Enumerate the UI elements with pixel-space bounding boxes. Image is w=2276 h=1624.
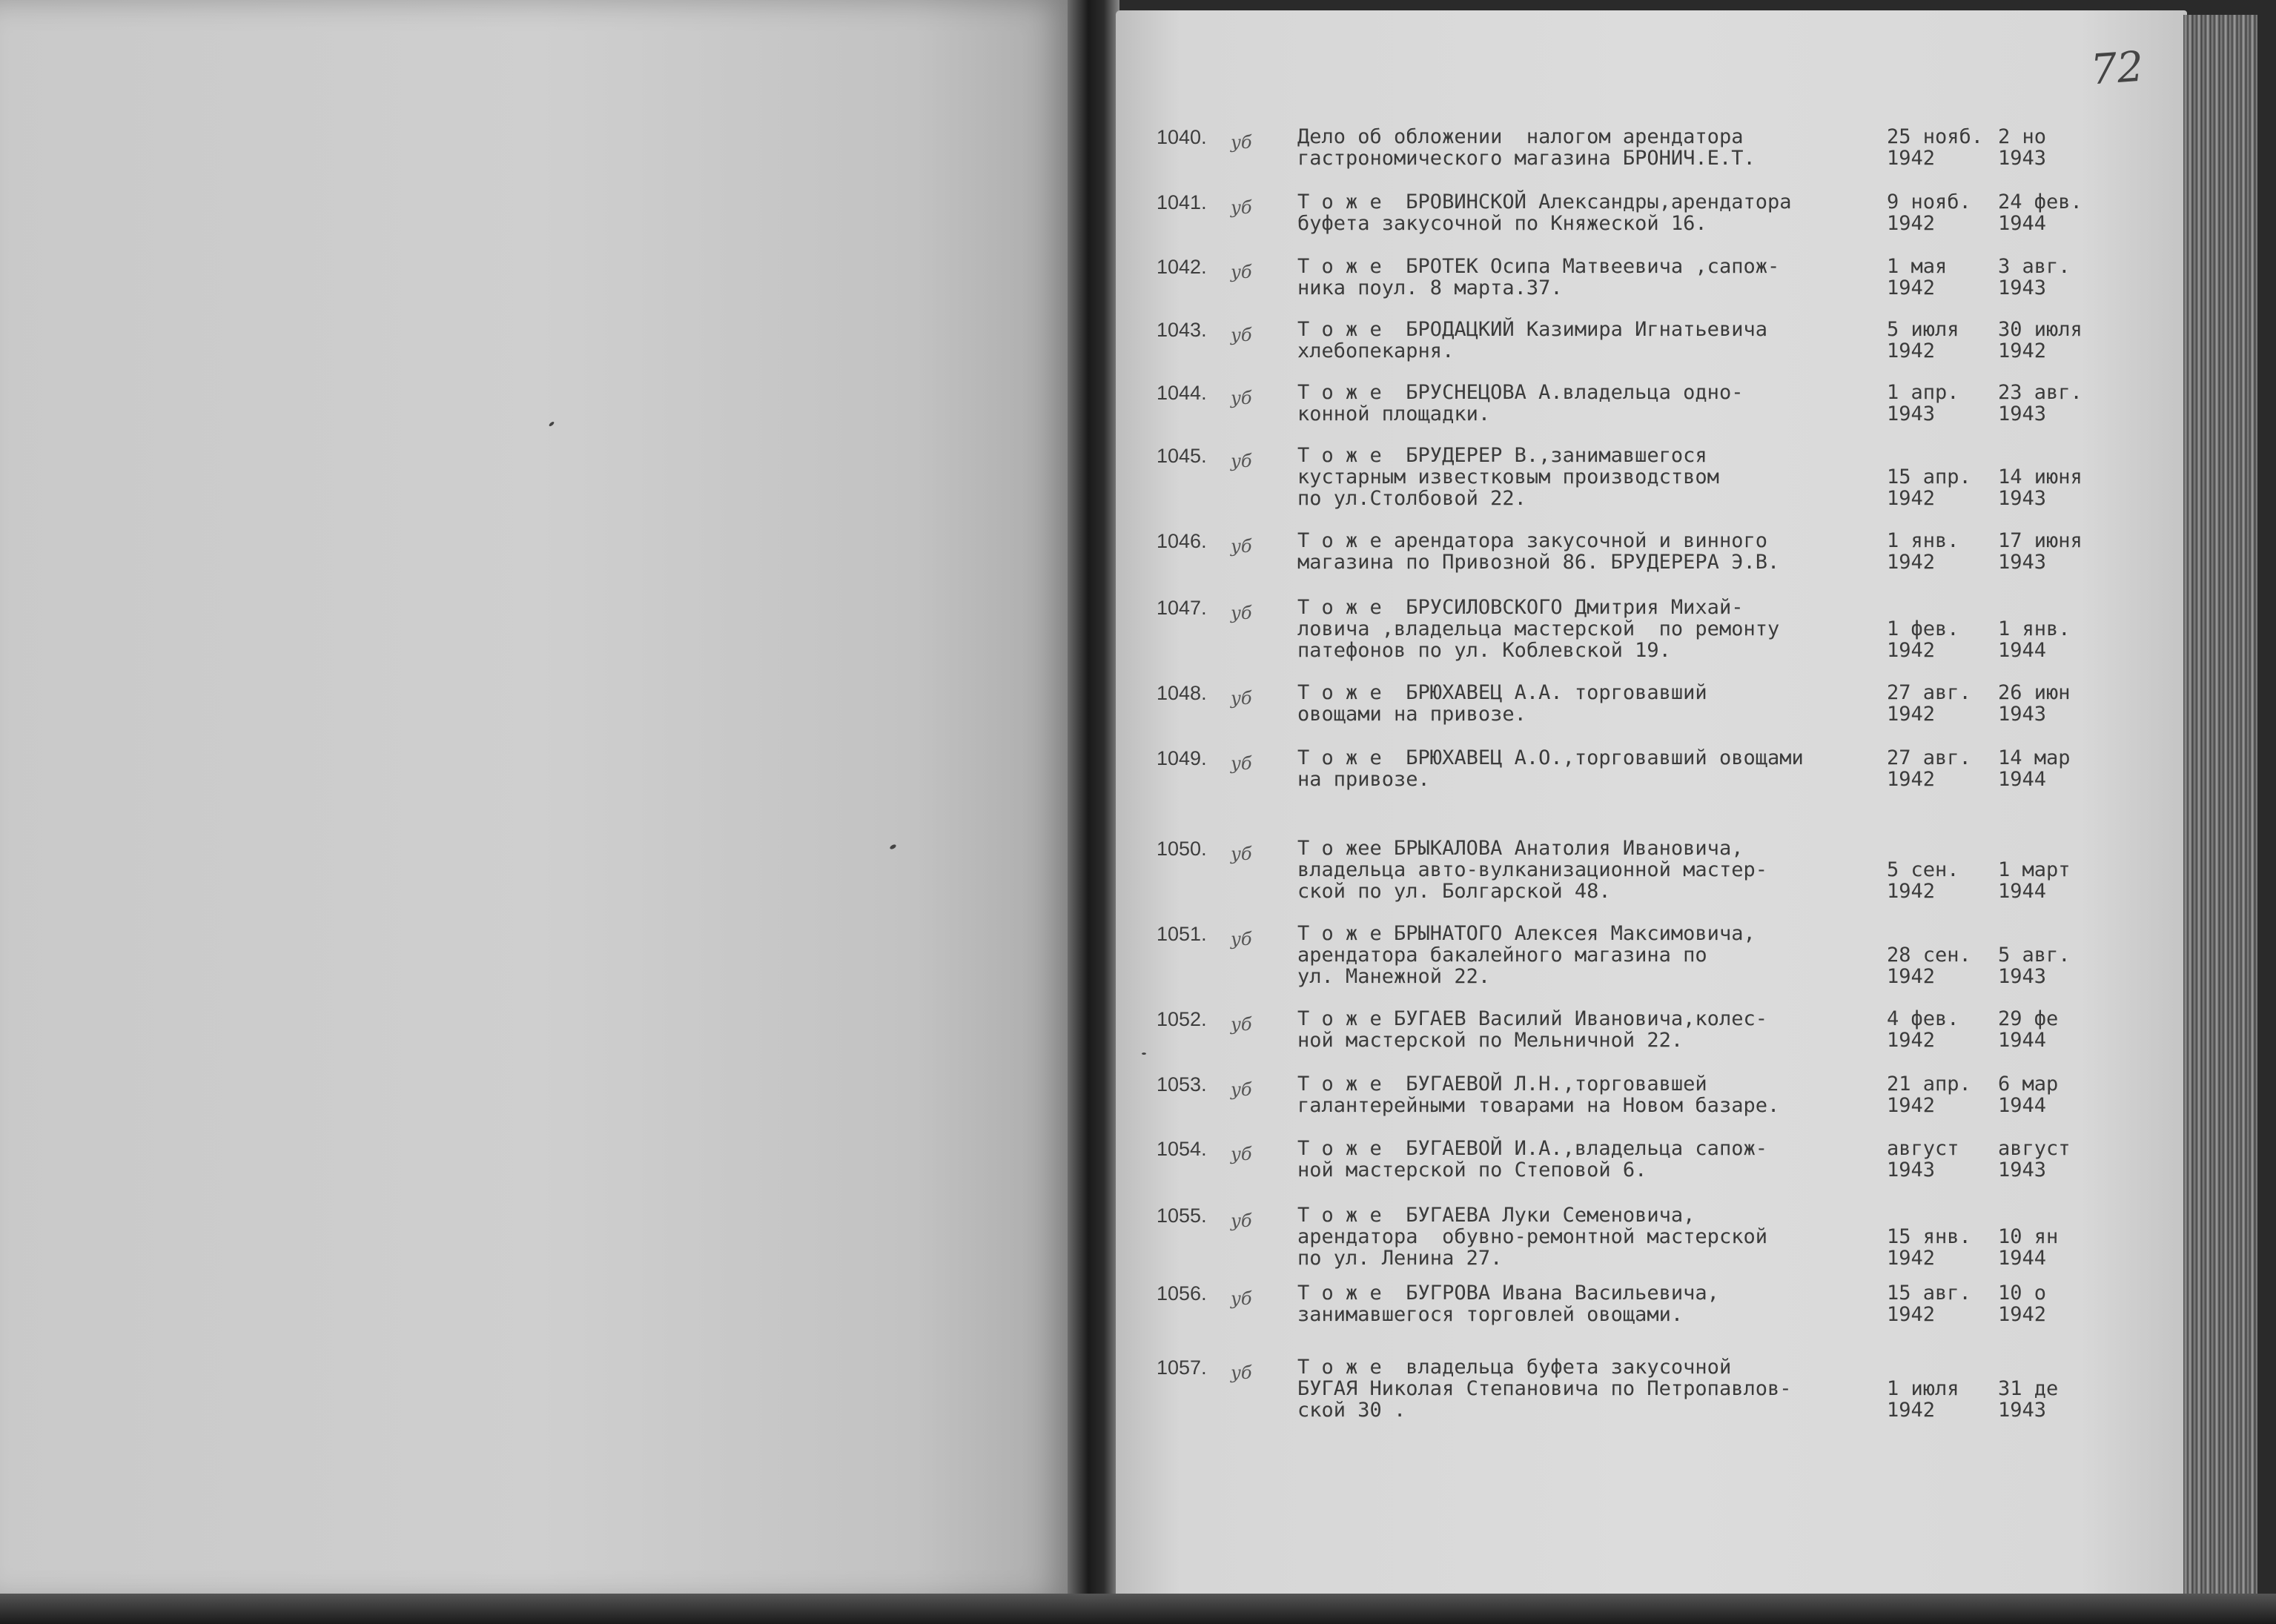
description-line: Т о ж е БРОДАЦКИЙ Казимира Игнатьевича (1297, 318, 1767, 341)
description-line: Т о ж е БРУДЕРЕР В.,занимавшегося (1297, 444, 1707, 467)
description-line: ул. Манежной 22. (1297, 965, 1491, 988)
start-date-part: 1942 (1887, 1247, 1936, 1270)
start-date-part: 1942 (1887, 339, 1936, 362)
page-number: 72 (2088, 42, 2146, 95)
end-date-part: 31 де (1998, 1377, 2059, 1400)
entry-description (1297, 382, 1883, 425)
description-line: Т о ж е БРОТЕК Осипа Матвеевича ,сапож- (1297, 255, 1780, 278)
end-date-part: 23 авг. (1998, 381, 2083, 404)
description-line: арендатора обувно-ремонтной мастерской (1297, 1225, 1767, 1248)
start-date-part: 15 янв. (1887, 1225, 1971, 1248)
start-date-part: 1942 (1887, 1094, 1936, 1117)
start-date (1887, 256, 1947, 299)
entry-number: 1040. (1157, 126, 1207, 148)
entry-number: 1048. (1157, 682, 1207, 704)
start-date-part: 15 авг. (1887, 1282, 1971, 1305)
start-date-part: 1943 (1887, 402, 1936, 425)
end-date (1998, 1138, 2071, 1181)
end-date (1998, 256, 2071, 299)
start-date-part: 1943 (1887, 1159, 1936, 1181)
start-date-part: 25 нояб. (1887, 125, 1984, 148)
handwritten-mark: уб (1231, 688, 1252, 709)
end-date-part: 6 мар (1998, 1073, 2059, 1096)
end-date-part: 2 но (1998, 125, 2047, 148)
entry-description (1297, 1356, 1883, 1421)
entry-description (1297, 1282, 1883, 1325)
description-line: БУГАЯ Николая Степановича по Петропавлов- (1297, 1377, 1792, 1400)
handwritten-mark: уб (1231, 262, 1252, 282)
end-date-part: 1943 (1998, 1399, 2047, 1422)
end-date-part: 29 фе (1998, 1007, 2059, 1030)
start-date (1887, 1378, 1959, 1421)
start-date-part: 1942 (1887, 880, 1936, 903)
end-date (1998, 466, 2083, 509)
description-line: патефонов по ул. Коблевской 19. (1297, 639, 1671, 662)
handwritten-mark: уб (1231, 603, 1252, 623)
start-date-part: 1942 (1887, 1303, 1936, 1326)
start-date (1887, 1226, 1971, 1269)
start-date-part: 1942 (1887, 551, 1936, 574)
handwritten-mark: уб (1231, 1079, 1252, 1100)
description-line: Т о ж е БРОВИНСКОЙ Александры,арендатора (1297, 190, 1792, 213)
start-date (1887, 1138, 1959, 1181)
end-date (1998, 382, 2083, 425)
start-date-part: 1 апр. (1887, 381, 1959, 404)
entry-number: 1043. (1157, 319, 1207, 341)
entry-description (1297, 747, 1883, 790)
start-date-part: 1942 (1887, 276, 1936, 299)
end-date-part: 1944 (1998, 880, 2047, 903)
end-date-part: 1944 (1998, 212, 2047, 235)
end-date-part: 1944 (1998, 639, 2047, 662)
description-line: Т о ж е БУГАЕВА Луки Семеновича, (1297, 1204, 1696, 1227)
description-line: ской по ул. Болгарской 48. (1297, 880, 1611, 903)
start-date-part: 5 сен. (1887, 858, 1959, 881)
end-date-part: 14 мар (1998, 746, 2071, 769)
start-date-part: 1942 (1887, 1399, 1936, 1422)
start-date (1887, 191, 1971, 234)
handwritten-mark: уб (1231, 753, 1252, 774)
entry-description (1297, 1138, 1883, 1181)
end-date (1998, 747, 2071, 790)
start-date-part: 1 июля (1887, 1377, 1959, 1400)
start-date-part: 1942 (1887, 147, 1936, 170)
start-date (1887, 382, 1959, 425)
end-date-part: 17 июня (1998, 529, 2083, 552)
entry-description (1297, 838, 1883, 902)
description-line: занимавшегося торговлей овощами. (1297, 1303, 1684, 1326)
end-date-part: 24 фев. (1998, 190, 2083, 213)
start-date-part: 28 сен. (1887, 944, 1971, 967)
description-line: буфета закусочной по Княжеской 16. (1297, 212, 1707, 235)
handwritten-mark: уб (1231, 1362, 1252, 1383)
end-date-part: 1943 (1998, 1159, 2047, 1181)
book-gutter (1068, 0, 1119, 1624)
description-line: конной площадки. (1297, 402, 1491, 425)
start-date-part: 1 фев. (1887, 617, 1959, 640)
bottom-shadow (0, 1594, 2276, 1624)
handwritten-mark: уб (1231, 536, 1252, 557)
handwritten-mark: уб (1231, 1210, 1252, 1231)
start-date-part: 1942 (1887, 212, 1936, 235)
start-date (1887, 1282, 1971, 1325)
entry-number: 1049. (1157, 747, 1207, 769)
end-date (1998, 1008, 2058, 1051)
start-date (1887, 682, 1971, 725)
entry-description (1297, 682, 1883, 725)
start-date-part: 15 апр. (1887, 465, 1971, 488)
entry-number: 1046. (1157, 530, 1207, 552)
start-date-part: 1942 (1887, 487, 1936, 510)
entry-number: 1044. (1157, 382, 1207, 404)
end-date (1998, 319, 2083, 362)
end-date-part: 1943 (1998, 402, 2047, 425)
end-date-part: 1943 (1998, 487, 2047, 510)
paper-speck (1142, 1053, 1146, 1055)
page-edges (2183, 15, 2257, 1608)
entry-description (1297, 597, 1883, 661)
end-date (1998, 682, 2071, 725)
start-date-part: 1942 (1887, 768, 1936, 791)
end-date-part: 5 авг. (1998, 944, 2071, 967)
start-date (1887, 1073, 1971, 1116)
end-date (1998, 1282, 2046, 1325)
end-date-part: 1942 (1998, 1303, 2047, 1326)
end-date (1998, 1073, 2058, 1116)
end-date-part: 1943 (1998, 147, 2047, 170)
handwritten-mark: уб (1231, 929, 1252, 949)
entry-number: 1047. (1157, 597, 1207, 619)
entry-number: 1056. (1157, 1282, 1207, 1305)
description-line: по ул.Столбовой 22. (1297, 487, 1526, 510)
start-date (1887, 530, 1959, 573)
end-date-part: 1942 (1998, 339, 2047, 362)
description-line: ника поул. 8 марта.37. (1297, 276, 1563, 299)
start-date-part: 27 авг. (1887, 746, 1971, 769)
start-date (1887, 126, 1983, 169)
start-date-part: 1942 (1887, 703, 1936, 726)
start-date-part: 1942 (1887, 1029, 1936, 1052)
description-line: владельца авто-вулканизационной мастер- (1297, 858, 1767, 881)
start-date-part: 9 нояб. (1887, 190, 1971, 213)
end-date (1998, 859, 2071, 902)
start-date (1887, 466, 1971, 509)
entry-description (1297, 1008, 1883, 1051)
start-date (1887, 944, 1971, 987)
description-line: Т о ж е БРЮХАВЕЦ А.А. торговавший (1297, 681, 1707, 704)
description-line: Т о ж е БУГРОВА Ивана Васильевича, (1297, 1282, 1719, 1305)
description-line: Т о ж е БУГАЕВОЙ И.А.,владельца сапож- (1297, 1137, 1767, 1160)
entry-number: 1050. (1157, 838, 1207, 860)
start-date-part: 21 апр. (1887, 1073, 1971, 1096)
start-date (1887, 859, 1959, 902)
description-line: Т о ж е БУГАЕВОЙ Л.Н.,торговавшей (1297, 1073, 1707, 1096)
left-blank-page (0, 0, 1076, 1601)
end-date-part: 3 авг. (1998, 255, 2071, 278)
end-date-part: 10 ян (1998, 1225, 2059, 1248)
end-date-part: 14 июня (1998, 465, 2083, 488)
description-line: Т о ж е БУГАЕВ Василий Ивановича,колес- (1297, 1007, 1767, 1030)
entry-number: 1055. (1157, 1204, 1207, 1227)
description-line: Т о ж е БРЫНАТОГО Алексея Максимовича, (1297, 922, 1756, 945)
description-line: магазина по Привозной 86. БРУДЕРЕРА Э.В. (1297, 551, 1780, 574)
entry-number: 1053. (1157, 1073, 1207, 1096)
handwritten-mark: уб (1231, 451, 1252, 471)
entry-number: 1041. (1157, 191, 1207, 213)
handwritten-mark: уб (1231, 132, 1252, 153)
start-date (1887, 319, 1959, 362)
handwritten-mark: уб (1231, 388, 1252, 408)
description-line: Т о ж е БРУСНЕЦОВА А.владельца одно- (1297, 381, 1744, 404)
description-line: ской 30 . (1297, 1399, 1406, 1422)
end-date-part: август (1998, 1137, 2071, 1160)
end-date (1998, 1226, 2058, 1269)
end-date-part: 1944 (1998, 1029, 2047, 1052)
end-date-part: 1943 (1998, 965, 2047, 988)
start-date-part: 1 янв. (1887, 529, 1959, 552)
handwritten-mark: уб (1231, 1288, 1252, 1309)
description-line: Т о жее БРЫКАЛОВА Анатолия Ивановича, (1297, 837, 1744, 860)
handwritten-mark: уб (1231, 1014, 1252, 1035)
end-date-part: 1943 (1998, 276, 2047, 299)
start-date-part: 1942 (1887, 639, 1936, 662)
entry-description (1297, 530, 1883, 573)
end-date (1998, 530, 2083, 573)
end-date-part: 1943 (1998, 703, 2047, 726)
description-line: Т о ж е БРУСИЛОВСКОГО Дмитрия Михай- (1297, 596, 1744, 619)
handwritten-mark: уб (1231, 844, 1252, 864)
description-line: ной мастерской по Мельничной 22. (1297, 1029, 1684, 1052)
end-date (1998, 618, 2071, 661)
end-date-part: 1943 (1998, 551, 2047, 574)
end-date (1998, 1378, 2058, 1421)
entry-description (1297, 445, 1883, 509)
entry-description (1297, 1204, 1883, 1269)
entry-number: 1051. (1157, 923, 1207, 945)
start-date-part: август (1887, 1137, 1959, 1160)
entry-description (1297, 256, 1883, 299)
description-line: по ул. Ленина 27. (1297, 1247, 1503, 1270)
entry-number: 1045. (1157, 445, 1207, 467)
end-date-part: 1944 (1998, 768, 2047, 791)
end-date-part: 10 о (1998, 1282, 2047, 1305)
description-line: кустарным известковым производством (1297, 465, 1719, 488)
start-date-part: 1 мая (1887, 255, 1948, 278)
handwritten-mark: уб (1231, 325, 1252, 345)
entry-number: 1052. (1157, 1008, 1207, 1030)
entry-description (1297, 1073, 1883, 1116)
entry-number: 1057. (1157, 1356, 1207, 1379)
start-date-part: 4 фев. (1887, 1007, 1959, 1030)
entry-description (1297, 319, 1883, 362)
description-line: хлебопекарня. (1297, 339, 1455, 362)
description-line: Т о ж е арендатора закусочной и винного (1297, 529, 1767, 552)
description-line: овощами на привозе. (1297, 703, 1526, 726)
description-line: Т о ж е владельца буфета закусочной (1297, 1356, 1732, 1379)
end-date (1998, 126, 2046, 169)
end-date-part: 1 янв. (1998, 617, 2071, 640)
description-line: галантерейными товарами на Новом базаре. (1297, 1094, 1780, 1117)
handwritten-mark: уб (1231, 197, 1252, 218)
entry-number: 1042. (1157, 256, 1207, 278)
end-date-part: 1 март (1998, 858, 2071, 881)
end-date (1998, 191, 2083, 234)
end-date-part: 26 июн (1998, 681, 2071, 704)
handwritten-mark: уб (1231, 1144, 1252, 1164)
start-date-part: 27 авг. (1887, 681, 1971, 704)
start-date (1887, 1008, 1959, 1051)
description-line: на привозе. (1297, 768, 1430, 791)
start-date-part: 5 июля (1887, 318, 1959, 341)
end-date-part: 30 июля (1998, 318, 2083, 341)
end-date-part: 1944 (1998, 1247, 2047, 1270)
description-line: ной мастерской по Степовой 6. (1297, 1159, 1647, 1181)
end-date (1998, 944, 2071, 987)
entry-number: 1054. (1157, 1138, 1207, 1160)
description-line: Дело об обложении налогом арендатора (1297, 125, 1744, 148)
end-date-part: 1944 (1998, 1094, 2047, 1117)
start-date (1887, 618, 1959, 661)
description-line: арендатора бакалейного магазина по (1297, 944, 1707, 967)
start-date (1887, 747, 1971, 790)
description-line: Т о ж е БРЮХАВЕЦ А.О.,торговавший овощами (1297, 746, 1804, 769)
entry-description (1297, 191, 1883, 234)
entry-description (1297, 126, 1883, 169)
entry-description (1297, 923, 1883, 987)
start-date-part: 1942 (1887, 965, 1936, 988)
description-line: ловича ,владельца мастерской по ремонту (1297, 617, 1780, 640)
description-line: гастрономического магазина БРОНИЧ.Е.Т. (1297, 147, 1756, 170)
